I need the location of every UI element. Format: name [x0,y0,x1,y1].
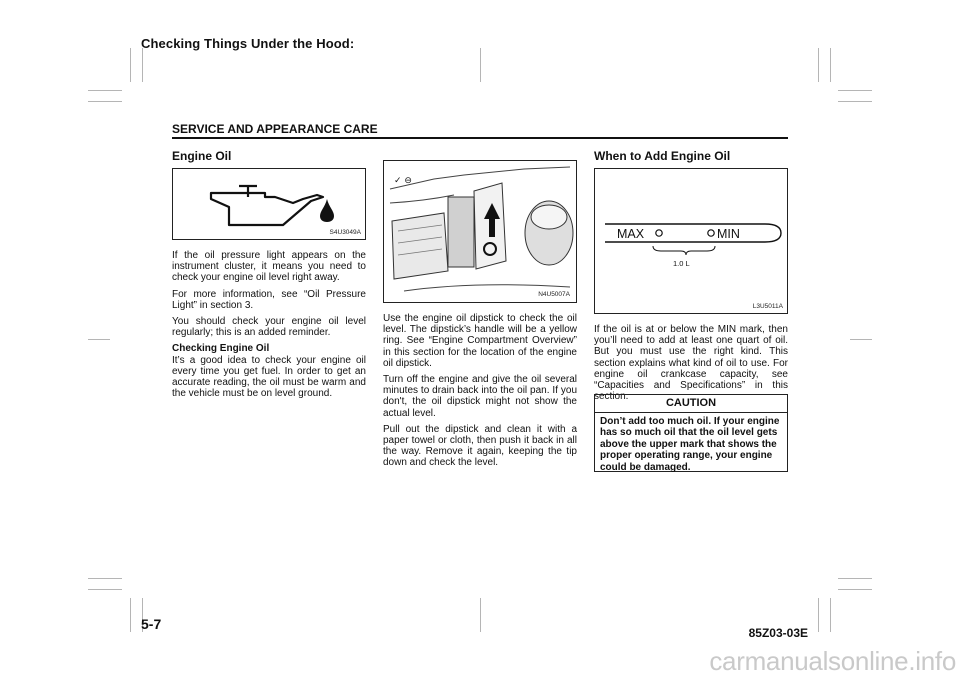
engine-bay-illustration [384,161,576,302]
paragraph: If the oil pressure light appears on the instrument cluster, it means you need to check your engine oil level right away. [172,250,366,284]
engine-oil-heading: Engine Oil [172,149,232,163]
checking-engine-oil-subheading: Checking Engine Oil [172,343,270,355]
paragraph: Turn off the engine and give the oil several minutes to drain back into the oil pan. If you don't, the oil dipstick might not show the actual level. [383,374,577,419]
caution-text: Don’t add too much oil. If your engine has so much oil that the oil level gets above the upper mark that shows the proper operating range, your engine could be damaged. [600,416,780,473]
when-to-add-heading: When to Add Engine Oil [594,149,731,163]
header-rule [172,137,788,139]
paragraph: For more information, see “Oil Pressure Light” in section 3. [172,288,366,311]
oil-pressure-figure [172,168,366,240]
paragraph: You should check your engine oil level regularly; this is an added reminder. [172,316,366,339]
figure-code: N4U5007A [538,291,570,298]
paragraph: If the oil is at or below the MIN mark, then you’ll need to add at least one quart of oil. But you must use the right kind. This section explains what kind of oil to use. For engine oil crankcase capacity, see “Capacities and Specifications” in this section. [594,324,788,403]
column-1-text [172,250,366,404]
figure-code: L3U5011A [752,303,783,310]
dipstick-location-figure [383,160,577,303]
paragraph: Pull out the dipstick and clean it with a paper towel or cloth, then push it back in all the way. Remove it again, keeping the tip down and check the level. [383,423,577,469]
volume-label: 1.0 L [673,259,690,268]
watermark: carmanualsonline.info [709,646,956,676]
paragraph: Use the engine oil dipstick to check the oil level. The dipstick’s handle will be a yellow ring. See “Engine Compartment Overview” in this section for the location of the engine oil dipstick. [383,313,577,369]
caution-box [594,394,788,472]
paragraph-group [172,343,366,399]
section-title: SERVICE AND APPEARANCE CARE [172,122,378,136]
page-number: 5-7 [141,616,162,632]
document-code: 85Z03-03E [748,626,808,640]
dipstick-illustration [595,169,787,313]
min-mark-label: MIN [717,227,740,241]
column-2-text [383,313,577,474]
running-head: Checking Things Under the Hood: [141,36,355,51]
paragraph: It’s a good idea to check your engine oil every time you get fuel. In order to get an accurate reading, the oil must be warm and the vehicle must be on level ground. [172,354,366,400]
caution-title: CAUTION [595,395,787,413]
max-mark-label: MAX [617,227,645,241]
svg-text:✓ ⊖: ✓ ⊖ [394,176,412,186]
dipstick-marks-figure [594,168,788,314]
figure-code: S4U3049A [329,229,361,236]
